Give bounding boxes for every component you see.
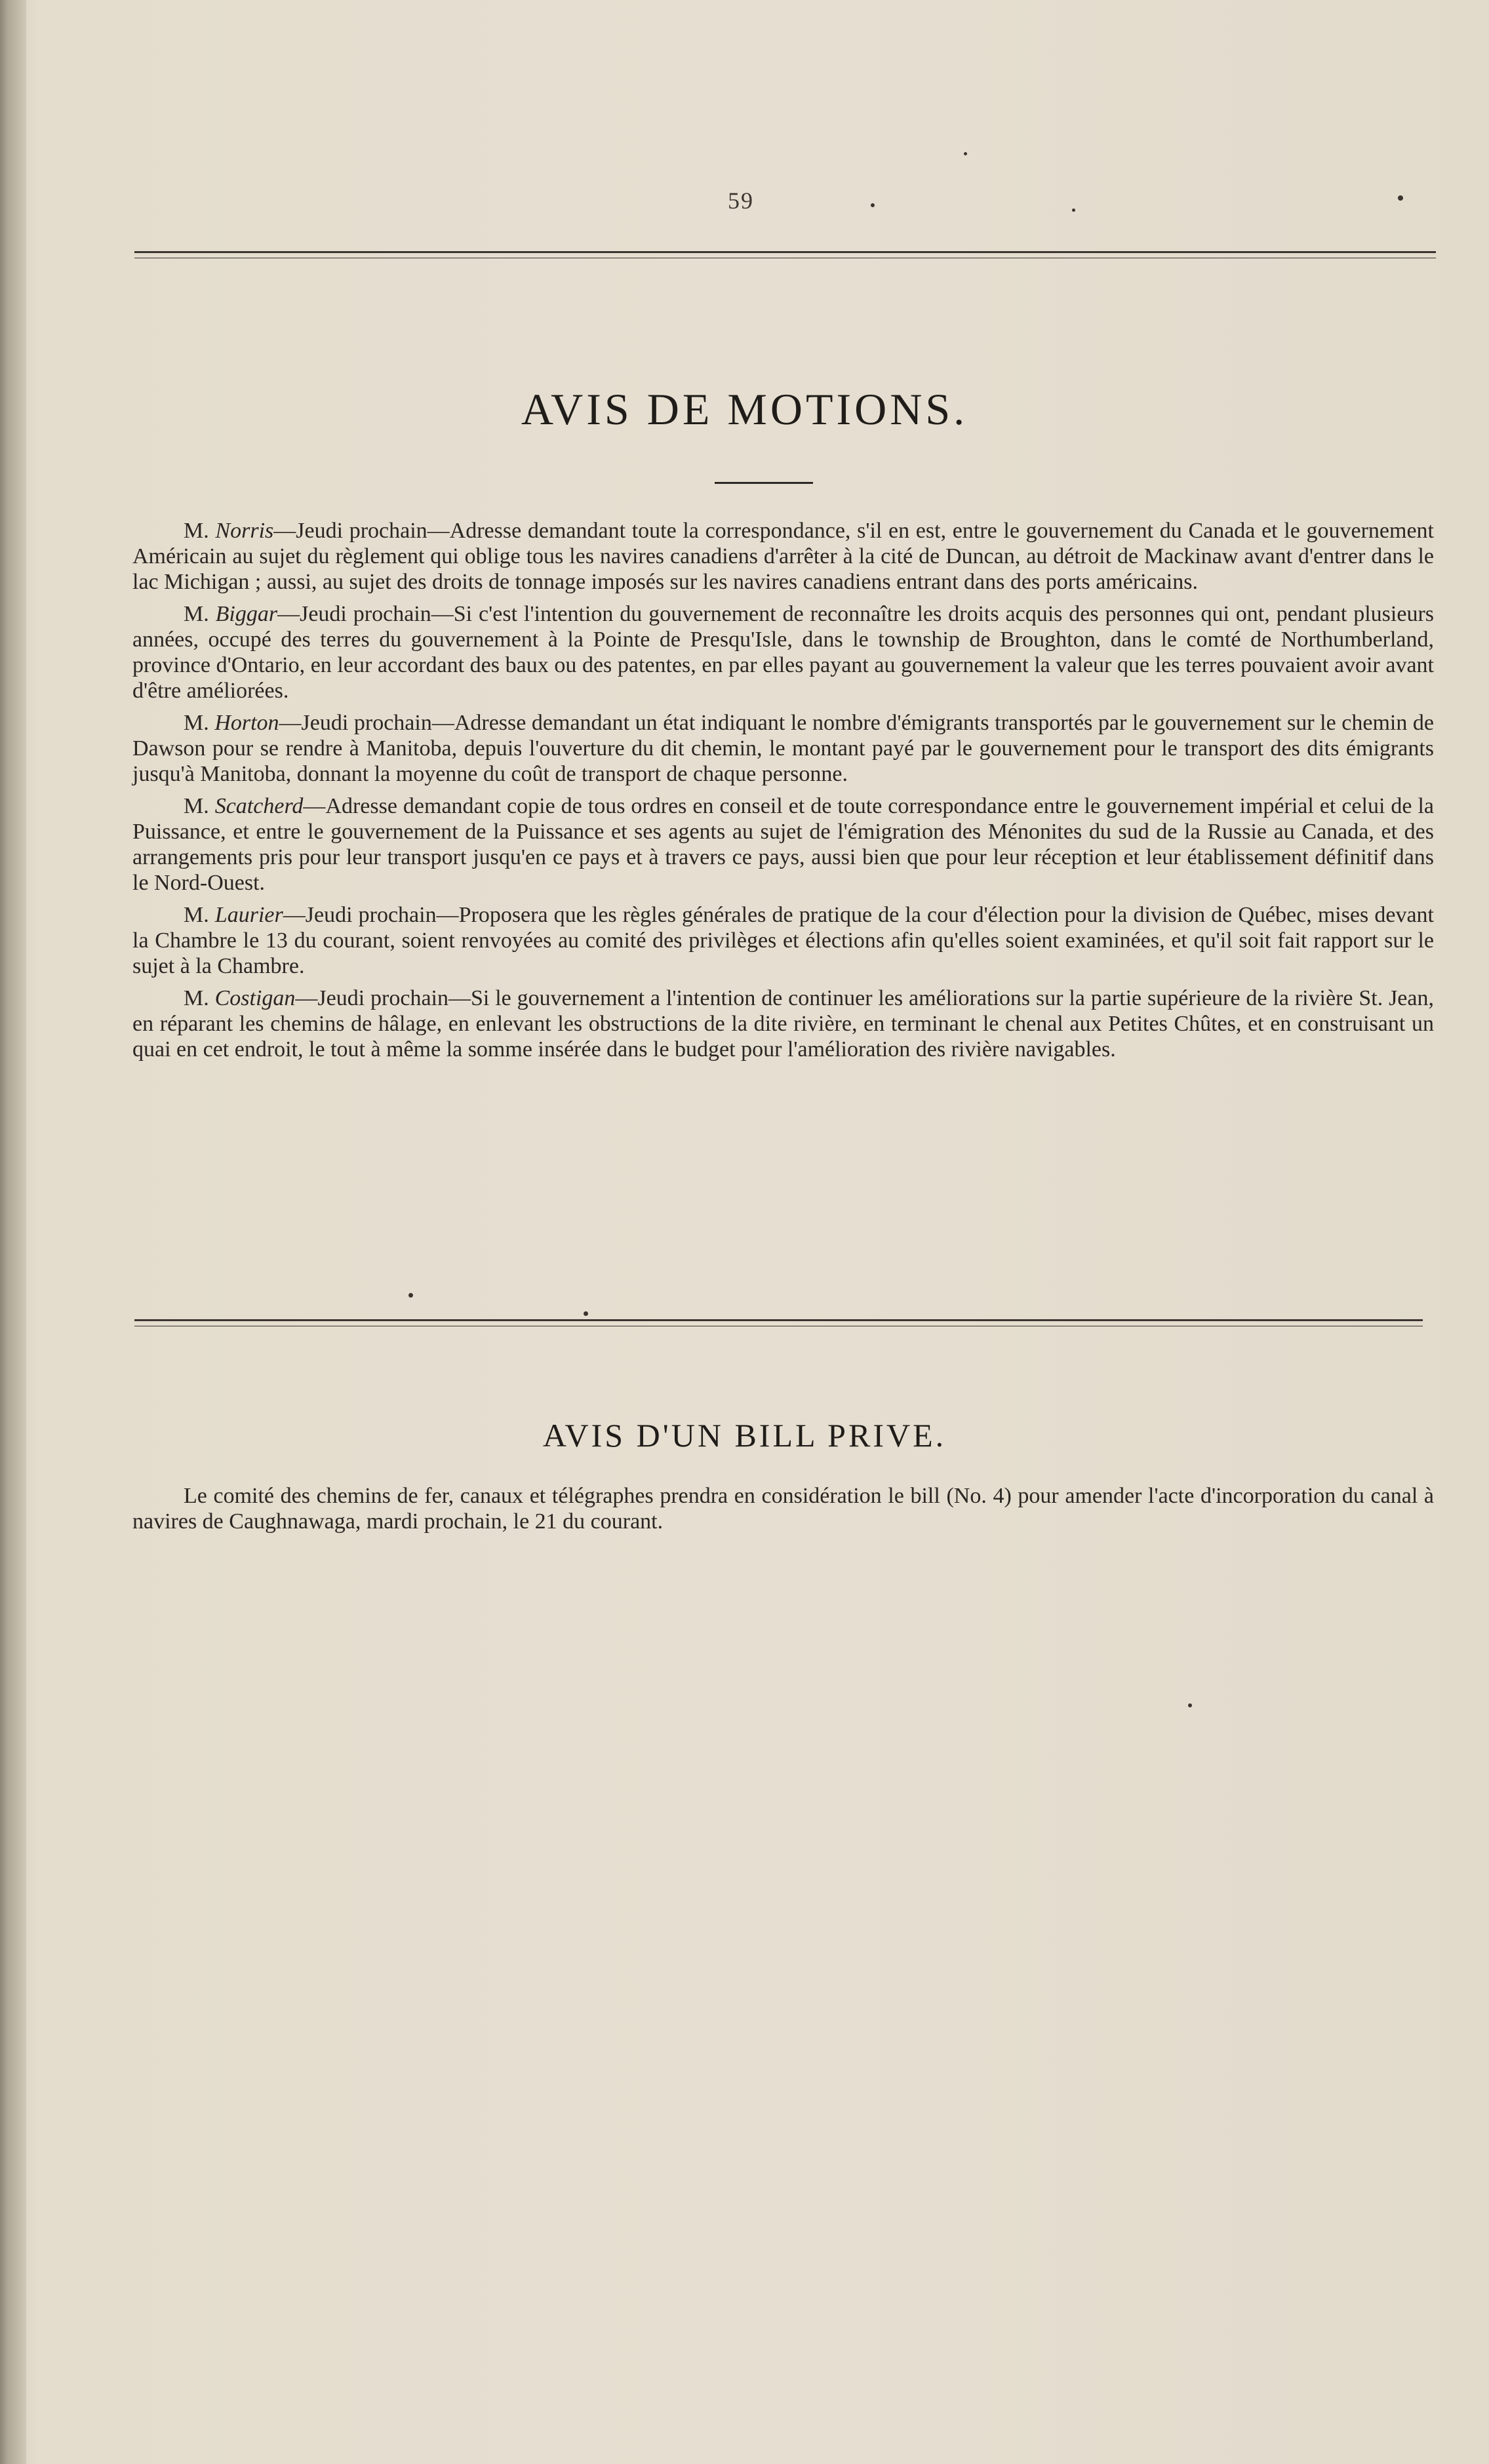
section-rule (134, 1319, 1423, 1321)
page-number: 59 (728, 188, 754, 214)
motion-text: —Adresse demandant copie de tous ordres en conseil et de toute correspondance entre le gouvernement impérial et celui de la Puissance, et entre le gouvernement de la Puissance et ses agents au sujet de l'émigration des Ménonites du sud de la Russie au Canada, et des arrangements pris pour leur transport jusqu'en ce pays et à travers ce pays, aussi bien que pour leur réception et leur établissement définitif dans le Nord-Ouest. (132, 794, 1434, 895)
motion-entry (132, 601, 1434, 704)
motion-member: Laurier (214, 903, 283, 927)
motions-title: AVIS DE MOTIONS. (521, 384, 968, 434)
motion-prefix: M. (184, 602, 216, 626)
motion-text: —Jeudi prochain—Adresse demandant toute la correspondance, s'il en est, entre le gouvernement du Canada et le gouvernement Américain au sujet du règlement qui oblige tous les navires canadiens d'arrêter à la cité de Duncan, au détroit de Mackinaw avant d'entrer dans le lac Michigan ; aussi, au sujet des droits de tonnage imposés sur les navires canadiens entrant dans des ports américains. (132, 519, 1434, 594)
motion-prefix: M. (184, 903, 215, 927)
paper-speck (964, 152, 967, 155)
paper-speck (1398, 195, 1403, 201)
motion-member: Biggar (215, 602, 278, 626)
motion-prefix: M. (184, 519, 216, 543)
header-rule (134, 251, 1436, 253)
motion-text: —Jeudi prochain—Si c'est l'intention du gouvernement de reconnaître les droits acquis des personnes qui ont, pendant plusieurs années, occupé des terres du gouvernement à la Pointe de Presqu'Isle, dans le township de Broughton, dans le comté de Northumberland, province d'Ontario, en leur accordant des baux ou des patentes, en par elles payant au gouvernement la valeur que les terres pouvaient avoir avant d'être améliorées. (132, 602, 1434, 703)
motion-text: —Jeudi prochain—Adresse demandant un état indiquant le nombre d'émigrants transportés par le gouvernement sur le chemin de Dawson pour se rendre à Manitoba, depuis l'ouverture du dit chemin, le montant payé par le gouvernement pour le transport des dits émigrants jusqu'à Manitoba, donnant la moyenne du coût de transport de chaque personne. (132, 711, 1435, 786)
motions-list (132, 518, 1434, 1069)
motion-entry (132, 710, 1434, 787)
motion-text: —Jeudi prochain—Si le gouvernement a l'intention de continuer les améliorations sur la partie supérieure de la rivière St. Jean, en réparant les chemins de hâlage, en enlevant les obstructions de la dite rivière, en terminant le chenal aux Petites Chûtes, et en construisant un quai en cet endroit, le tout à même la somme insérée dans le budget pour l'amélioration des rivière navigables. (132, 986, 1434, 1062)
motion-entry (132, 518, 1434, 595)
motion-entry (132, 985, 1434, 1062)
motion-member: Norris (215, 519, 274, 543)
motion-prefix: M. (184, 794, 215, 818)
motion-prefix: M. (184, 986, 215, 1010)
motion-member: Scatcherd (214, 794, 304, 818)
motion-member: Costigan (214, 986, 296, 1010)
bill-title: AVIS D'UN BILL PRIVE. (542, 1417, 947, 1454)
paper-speck (408, 1293, 413, 1298)
paper-speck (1188, 1703, 1192, 1707)
motion-entry (132, 793, 1434, 896)
motion-member: Horton (214, 711, 279, 735)
paper-speck (871, 203, 875, 207)
motion-entry (132, 902, 1434, 979)
paper-speck (1072, 209, 1075, 212)
paper-speck (584, 1311, 588, 1316)
title-separator (715, 482, 813, 484)
motion-prefix: M. (184, 711, 215, 735)
bill-notice (132, 1483, 1434, 1541)
binding-shadow (0, 0, 26, 2464)
motion-text: —Jeudi prochain—Proposera que les règles générales de pratique de la cour d'élection pour la division de Québec, mises devant la Chambre le 13 du courant, soient renvoyées au comité des privilèges et élections afin qu'elles soient examinées, et qu'il soit fait rapport sur le sujet à la Chambre. (132, 903, 1434, 978)
bill-text: Le comité des chemins de fer, canaux et télégraphes prendra en considération le bill (No. 4) pour amender l'acte d'incorporation du canal à navires de Caughnawaga, mardi prochain, le 21 du courant. (132, 1484, 1434, 1534)
